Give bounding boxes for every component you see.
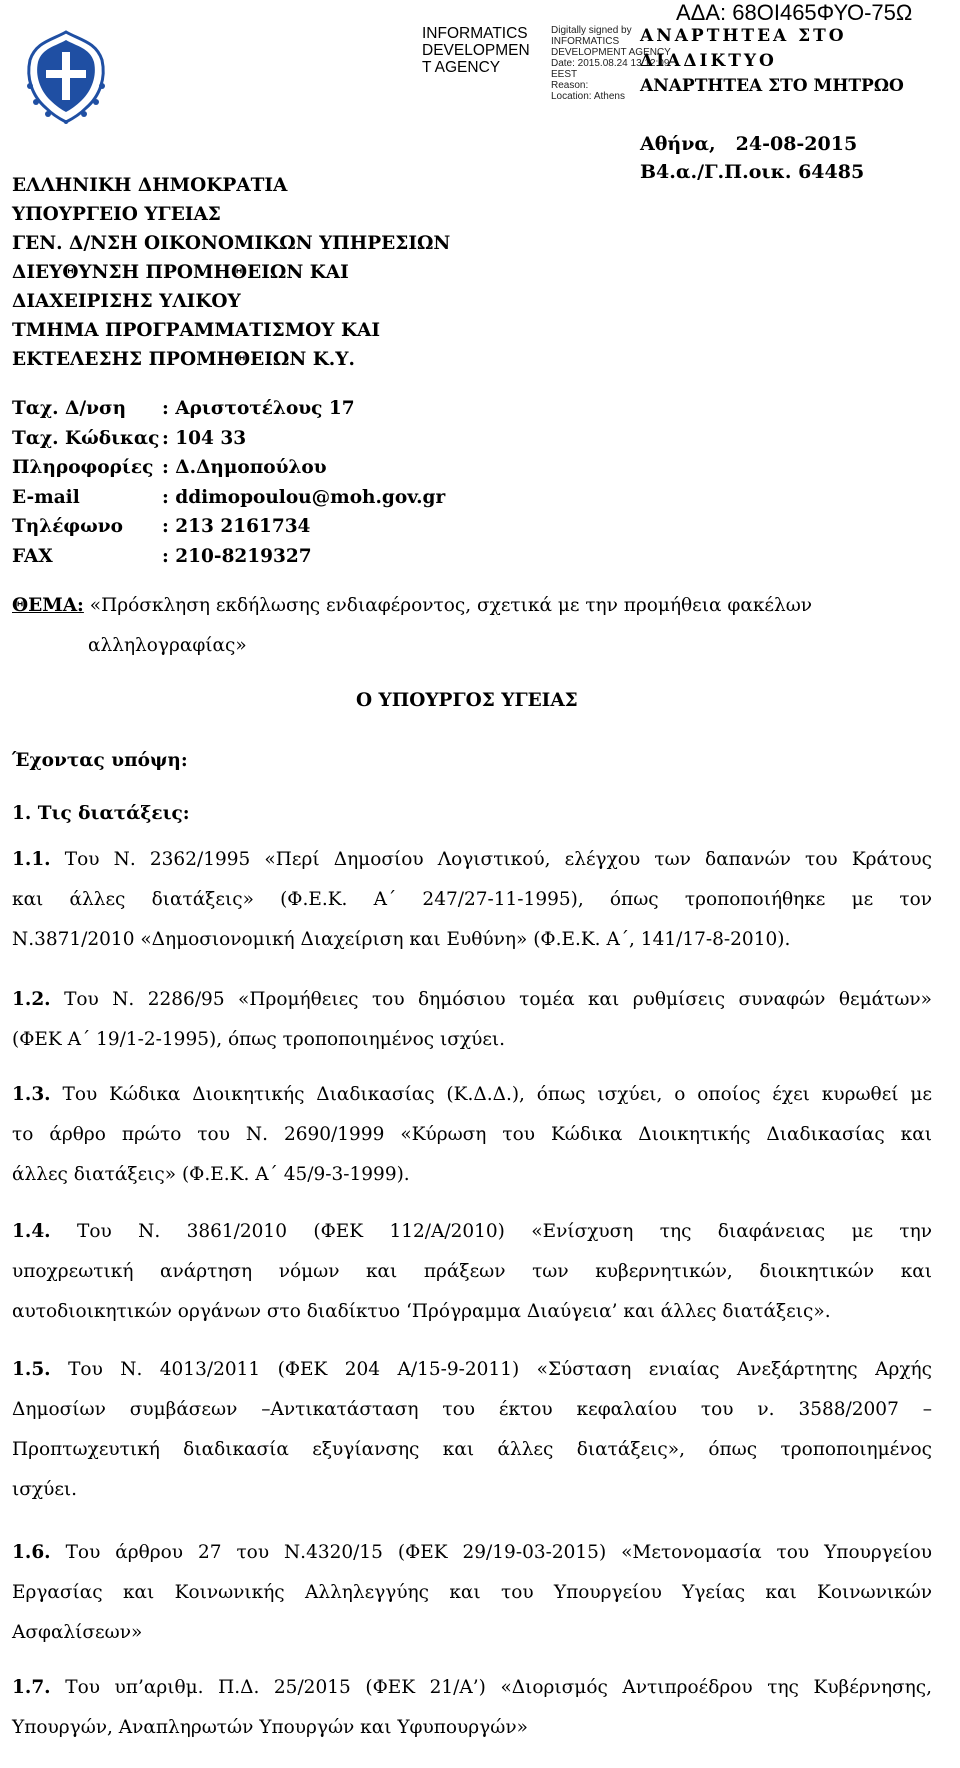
address-row [12,394,445,424]
subject-label: ΘΕΜΑ: [12,595,84,616]
address-label: Ταχ. Δ/νση [12,398,127,419]
phone-row [12,512,445,542]
coat-of-arms-emblem [22,26,110,124]
paragraph-1-1 [12,840,932,960]
para-line: Εργασίας και Κοινωνικής Αλληλεγγύης και του Υπουργείου Υγείας και Κοινωνικών [12,1582,932,1603]
para-line: Ν.3871/2010 «Δημοσιονομική Διαχείριση και Ευθύνη» (Φ.Ε.Κ. Α΄, 141/17-8-2010). [12,929,791,950]
posting-line-3: ΑΝΑΡΤΗΤΕΑ ΣΤΟ ΜΗΤΡΩΟ [640,76,904,96]
signature-line: Digitally signed by [551,25,632,36]
signature-line: EEST [551,69,578,80]
para-line: (ΦΕΚ Α΄ 19/1-2-1995), όπως τροποποιημένος ισχύει. [12,1029,506,1050]
ada-code: ΑΔΑ: 68ΟΙ465ΦΥΟ-75Ω [676,0,913,25]
para-line: Του άρθρου 27 του Ν.4320/15 (ΦΕΚ 29/19-03-2015) «Μετονομασία του Υπουργείου [65,1542,933,1563]
phone-value: : 213 2161734 [162,516,311,537]
email-label: E-mail [12,486,80,508]
fax-row [12,542,445,572]
para-line: Ασφαλίσεων» [12,1622,143,1643]
info-label: Πληροφορίες [12,457,154,478]
para-line: Υπουργών, Αναπληρωτών Υπουργών και Υφυπουργών» [12,1717,528,1738]
posting-line-1: ΑΝΑΡΤΗΤΕΑ ΣΤΟ [640,26,847,46]
para-line: το άρθρο πρώτο του Ν. 2690/1999 «Κύρωση του Κώδικα Διοικητικής Διαδικασίας και [12,1124,932,1145]
para-number: 1.1. [12,849,51,870]
para-line: Του Κώδικα Διοικητικής Διαδικασίας (Κ.Δ.Δ.), όπως ισχύει, ο οποίος έχει κυρωθεί με [62,1084,932,1105]
para-line: υποχρεωτική ανάρτηση νόμων και πράξεων των κυβερνητικών, διοικητικών και [12,1261,932,1282]
posting-instructions [640,24,950,99]
para-line: Του Ν. 4013/2011 (ΦΕΚ 204 Α/15-9-2011) «Σύσταση ενιαίας Ανεξάρτητης Αρχής [68,1359,933,1380]
subject-line-1: «Πρόσκληση εκδήλωσης ενδιαφέροντος, σχετικά με την προμήθεια φακέλων [89,595,813,616]
email-row [12,483,445,513]
para-number: 1.3. [12,1084,51,1105]
fax-value: : 210-8219327 [162,545,312,567]
signer-org-line: INFORMATICS [422,25,528,42]
para-line: άλλες διατάξεις» (Φ.Ε.Κ. Α΄ 45/9-3-1999). [12,1164,410,1185]
signature-line: INFORMATICS [551,36,620,47]
paragraph-1-6 [12,1533,932,1653]
para-line: Του υπ’αριθμ. Π.Δ. 25/2015 (ΦΕΚ 21/Α’) «Διορισμός Αντιπροέδρου της Κυβέρνησης, [65,1677,932,1698]
para-number: 1.7. [12,1677,51,1698]
document-date: 24-08-2015 [735,133,858,155]
signature-line: Date: 2015.08.24 13:12:09 [551,58,670,69]
signature-line: Reason: [551,80,589,91]
paragraph-1-3 [12,1075,932,1195]
subject-line-2: αλληλογραφίας» [88,635,247,656]
authority-line: ΕΛΛΗΝΙΚΗ ΔΗΜΟΚΡΑΤΙΑ [12,175,288,196]
para-number: 1.2. [12,989,51,1010]
authority-line: ΔΙΕΥΘΥΝΣΗ ΠΡΟΜΗΘΕΙΩΝ ΚΑΙ [12,262,349,283]
postcode-value: : 104 33 [162,427,247,449]
info-row [12,453,445,483]
signer-org-line: T AGENCY [422,59,501,76]
para-line: Του Ν. 3861/2010 (ΦΕΚ 112/Α/2010) «Ενίσχυση της διαφάνειας με την [77,1221,933,1242]
posting-line-2: ΔΙΑΔΙΚΤΥΟ [640,51,777,71]
contact-details [12,394,445,571]
para-line: Δημοσίων συμβάσεων –Αντικατάσταση του έκτου κεφαλαίου του ν. 3588/2007 – [12,1399,932,1420]
paragraph-1-2 [12,980,932,1060]
para-number: 1.6. [12,1542,51,1563]
para-line: αυτοδιοικητικών οργάνων στο διαδίκτυο ‘Πρόγραμμα Διαύγεια’ και άλλες διατάξεις». [12,1301,831,1322]
place: Αθήνα, [640,133,716,155]
para-line: ισχύει. [12,1479,78,1500]
authority-line: ΔΙΑΧΕΙΡΙΣΗΣ ΥΛΙΚΟΥ [12,291,241,312]
signer-organization [422,25,550,76]
para-number: 1.4. [12,1221,51,1242]
protocol-number: Β4.α./Γ.Π.οικ. 64485 [640,161,865,183]
para-line: Του Ν. 2362/1995 «Περί Δημοσίου Λογιστικού, ελέγχου των δαπανών του Κράτους [64,849,932,870]
signature-line: DEVELOPMENT AGENCY [551,47,671,58]
authority-line: ΥΠΟΥΡΓΕΙΟ ΥΓΕΙΑΣ [12,204,221,225]
signer-org-line: DEVELOPMEN [422,42,530,59]
email-value: : ddimopoulou@moh.gov.gr [162,486,446,508]
phone-label: Τηλέφωνο [12,516,123,537]
info-value: : Δ.Δημοπούλου [162,457,327,478]
subject-block [12,591,932,660]
fax-label: FAX [12,545,53,567]
paragraph-1-5 [12,1350,932,1510]
postcode-label: Ταχ. Κώδικας [12,427,160,449]
paragraph-1-4 [12,1212,932,1332]
authority-line: ΕΚΤΕΛΕΣΗΣ ΠΡΟΜΗΘΕΙΩΝ Κ.Υ. [12,349,355,370]
paragraph-1-7 [12,1668,932,1748]
para-line: και άλλες διατάξεις» (Φ.Ε.Κ. Α΄ 247/27-11-1995), όπως τροποποιήθηκε με τον [12,889,932,910]
address-value: : Αριστοτέλους 17 [162,398,355,419]
para-number: 1.5. [12,1359,51,1380]
para-line: Του Ν. 2286/95 «Προμήθειες του δημόσιου τομέα και ρυθμίσεις συναφών θεμάτων» [64,989,932,1010]
postcode-row [12,424,445,454]
signature-line: Location: Athens [551,91,625,102]
having-regard-heading: Έχοντας υπόψη: [12,750,188,771]
para-line: Προπτωχευτική διαδικασία εξυγίανσης και άλλες διατάξεις», όπως τροποποιημένος [12,1439,932,1460]
issuing-authority [12,171,450,374]
provisions-heading: 1. Τις διατάξεις: [12,803,190,824]
minister-heading: Ο ΥΠΟΥΡΓΟΣ ΥΓΕΙΑΣ [356,690,578,711]
authority-line: ΓΕΝ. Δ/ΝΣΗ ΟΙΚΟΝΟΜΙΚΩΝ ΥΠΗΡΕΣΙΩΝ [12,233,451,254]
date-protocol-block [640,130,864,186]
authority-line: ΤΜΗΜΑ ΠΡΟΓΡΑΜΜΑΤΙΣΜΟΥ ΚΑΙ [12,320,381,341]
